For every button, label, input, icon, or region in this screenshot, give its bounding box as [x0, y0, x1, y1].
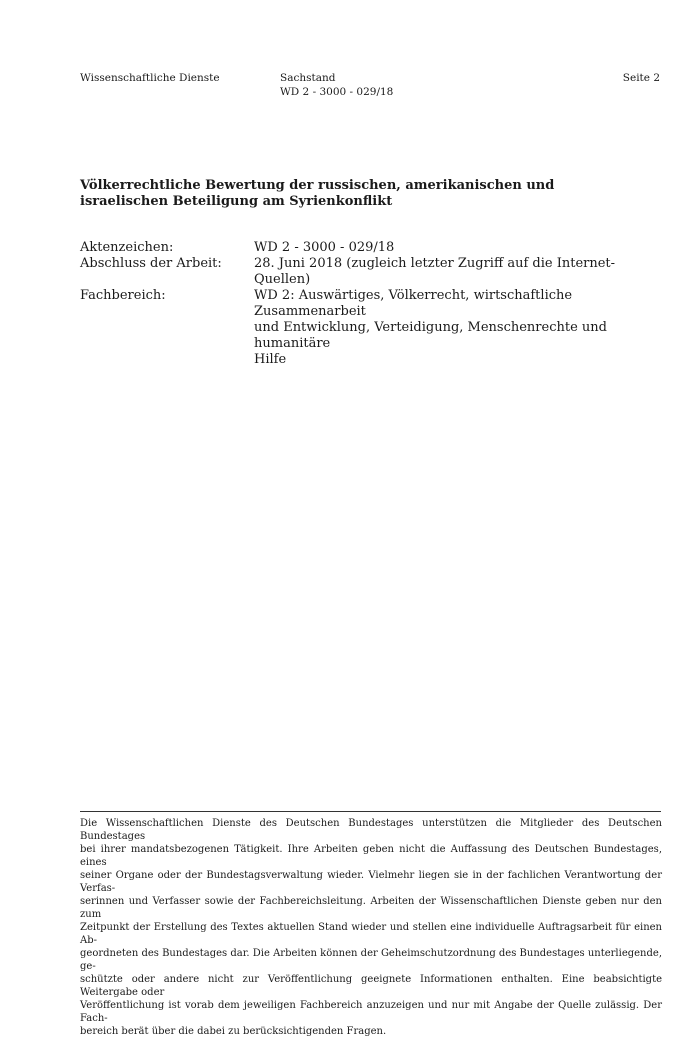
header-reference-number: WD 2 - 3000 - 029/18 — [280, 86, 394, 98]
document-title — [80, 178, 640, 210]
metadata-row-aktenzeichen — [80, 240, 660, 256]
document-title-line-1: Völkerrechtliche Bewertung der russischen, amerikanischen und — [80, 178, 555, 193]
disclaimer-line: geordneten des Bundestages dar. Die Arbeiten können der Geheimschutzordnung des Bundestages unterliegende, ge- — [80, 948, 662, 972]
header-page-number: Seite 2 — [622, 72, 660, 84]
metadata-label: Aktenzeichen: — [80, 240, 174, 255]
disclaimer-line: serinnen und Verfasser sowie der Fachbereichsleitung. Arbeiten der Wissenschaftlichen Dienste geben nur den zum — [80, 896, 662, 920]
metadata-row-fachbereich — [80, 288, 660, 368]
header-department: Wissenschaftliche Dienste — [80, 72, 220, 84]
fachbereich-line-1: WD 2: Auswärtiges, Völkerrecht, wirtschaftliche Zusammenarbeit — [254, 288, 573, 319]
metadata-value — [254, 288, 660, 368]
disclaimer-line: seiner Organe oder der Bundestagsverwaltung wieder. Vielmehr liegen sie in der fachlichen Verantwortung der Verfas- — [80, 870, 662, 894]
disclaimer-footer — [80, 817, 662, 1038]
disclaimer-line: Zeitpunkt der Erstellung des Textes aktuellen Stand wieder und stellen eine individuelle Auftragsarbeit für einen Ab- — [80, 922, 662, 946]
disclaimer-line: schützte oder andere nicht zur Veröffentlichung geeignete Informationen enthalten. Eine beabsichtigte Weitergabe oder — [80, 974, 662, 998]
document-metadata — [80, 240, 660, 368]
metadata-value: 28. Juni 2018 (zugleich letzter Zugriff auf die Internet-Quellen) — [254, 256, 616, 287]
fachbereich-line-2: und Entwicklung, Verteidigung, Menschenrechte und humanitäre — [254, 320, 607, 351]
fachbereich-line-3: Hilfe — [254, 352, 287, 367]
document-title-line-2: israelischen Beteiligung am Syrienkonflikt — [80, 194, 393, 209]
header-document-info — [280, 71, 393, 99]
disclaimer-line: bei ihrer mandatsbezogenen Tätigkeit. Ihre Arbeiten geben nicht die Auffassung des Deutschen Bundestages, eines — [80, 844, 662, 868]
page-header — [80, 71, 660, 103]
metadata-label: Abschluss der Arbeit: — [80, 256, 222, 271]
disclaimer-line: Die Wissenschaftlichen Dienste des Deutschen Bundestages unterstützen die Mitglieder des Deutschen Bundestages — [80, 818, 662, 842]
footer-divider — [80, 811, 661, 812]
header-document-type: Sachstand — [280, 72, 336, 84]
disclaimer-line: bereich berät über die dabei zu berücksichtigenden Fragen. — [80, 1026, 387, 1037]
metadata-row-abschluss — [80, 256, 660, 288]
metadata-label: Fachbereich: — [80, 288, 166, 303]
metadata-value: WD 2 - 3000 - 029/18 — [254, 240, 395, 255]
disclaimer-line: Veröffentlichung ist vorab dem jeweiligen Fachbereich anzuzeigen und nur mit Angabe der Quelle zulässig. Der Fach- — [80, 1000, 662, 1024]
